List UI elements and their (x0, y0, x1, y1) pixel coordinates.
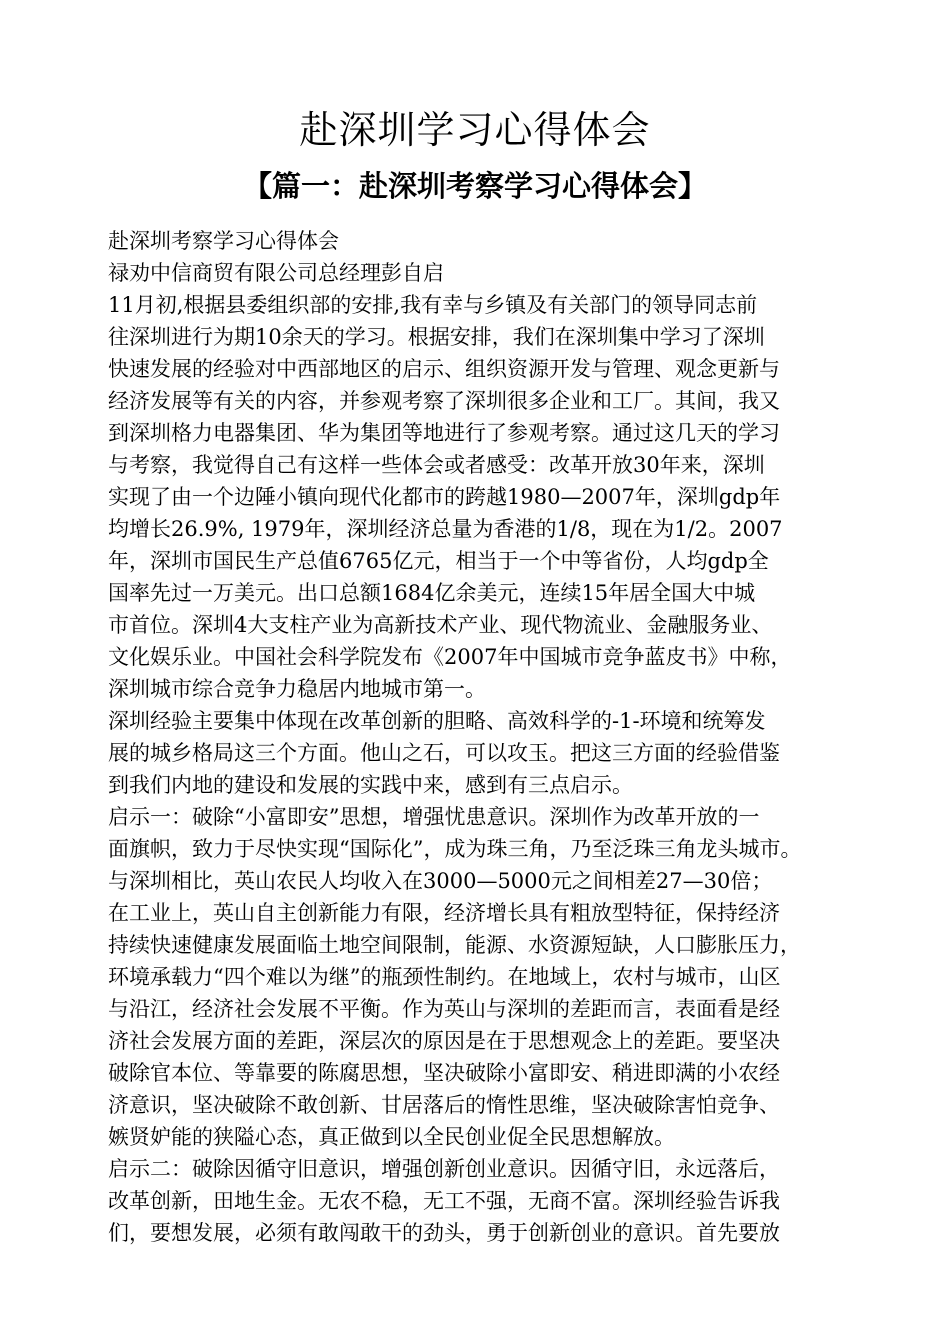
document-body (108, 225, 868, 1249)
text-line: 年，深圳市国民生产总值6765亿元，相当于一个中等省份，人均gdp全 (108, 549, 769, 573)
text-line: 嫉贤妒能的狭隘心态，真正做到以全民创业促全民思想解放。 (108, 1125, 675, 1149)
text-line: 深圳经验主要集中体现在改革创新的胆略、高效科学的-1-环境和统筹发 (108, 709, 766, 733)
text-line: 实现了由一个边陲小镇向现代化都市的跨越1980—2007年，深圳gdp年 (108, 485, 781, 509)
text-line: 破除官本位、等靠要的陈腐思想，坚决破除小富即安、稍进即满的小农经 (108, 1061, 780, 1085)
text-line: 面旗帜，致力于尽快实现“国际化”，成为珠三角，乃至泛珠三角龙头城市。 (108, 837, 802, 861)
text-line: 市首位。深圳4大支柱产业为高新技术产业、现代物流业、金融服务业、 (108, 613, 773, 637)
text-line: 环境承载力“四个难以为继”的瓶颈性制约。在地域上，农村与城市，山区 (108, 965, 781, 989)
text-line: 济意识，坚决破除不敢创新、甘居落后的惰性思维，坚决破除害怕竞争、 (108, 1093, 780, 1117)
document-subtitle: 【篇一：赴深圳考察学习心得体会】 (242, 169, 707, 203)
text-line: 与沿江，经济社会发展不平衡。作为英山与深圳的差距而言，表面看是经 (108, 997, 780, 1021)
text-line: 与深圳相比，英山农民人均收入在3000—5000元之间相差27—30倍； (108, 869, 773, 893)
text-line: 到深圳格力电器集团、华为集团等地进行了参观考察。通过这几天的学习 (108, 421, 780, 445)
text-line: 赴深圳考察学习心得体会 (108, 229, 339, 253)
text-line: 11月初,根据县委组织部的安排,我有幸与乡镇及有关部门的领导同志前 (108, 293, 758, 317)
text-line: 均增长26.9%, 1979年，深圳经济总量为香港的1/8，现在为1/2。2007 (108, 517, 783, 541)
text-line: 与考察，我觉得自己有这样一些体会或者感受：改革开放30年来，深圳 (108, 453, 765, 477)
text-line: 经济发展等有关的内容，并参观考察了深圳很多企业和工厂。其间，我又 (108, 389, 780, 413)
text-line: 在工业上，英山自主创新能力有限，经济增长具有粗放型特征，保持经济 (108, 901, 780, 925)
text-line: 文化娱乐业。中国社会科学院发布《2007年中国城市竞争蓝皮书》中称， (108, 645, 792, 669)
text-line: 启示一：破除“小富即安”思想，增强忧患意识。深圳作为改革开放的一 (108, 805, 760, 829)
text-line: 到我们内地的建设和发展的实践中来，感到有三点启示。 (108, 773, 633, 797)
text-line: 改革创新，田地生金。无农不稳，无工不强，无商不富。深圳经验告诉我 (108, 1189, 780, 1213)
text-line: 展的城乡格局这三个方面。他山之石，可以攻玉。把这三方面的经验借鉴 (108, 741, 780, 765)
text-line: 持续快速健康发展面临土地空间限制，能源、水资源短缺，人口膨胀压力， (108, 933, 801, 957)
text-line: 启示二：破除因循守旧意识，增强创新创业意识。因循守旧，永远落后， (108, 1157, 780, 1181)
text-line: 们，要想发展，必须有敢闯敢干的劲头，勇于创新创业的意识。首先要放 (108, 1221, 780, 1245)
document-title: 赴深圳学习心得体会 (299, 108, 651, 152)
text-line: 济社会发展方面的差距，深层次的原因是在于思想观念上的差距。要坚决 (108, 1029, 780, 1053)
text-line: 快速发展的经验对中西部地区的启示、组织资源开发与管理、观念更新与 (108, 357, 780, 381)
text-line: 深圳城市综合竞争力稳居内地城市第一。 (108, 677, 486, 701)
text-line: 往深圳进行为期10余天的学习。根据安排，我们在深圳集中学习了深圳 (108, 325, 765, 349)
text-line: 国率先过一万美元。出口总额1684亿余美元，连续15年居全国大中城 (108, 581, 756, 605)
text-line: 禄劝中信商贸有限公司总经理彭自启 (108, 261, 444, 285)
